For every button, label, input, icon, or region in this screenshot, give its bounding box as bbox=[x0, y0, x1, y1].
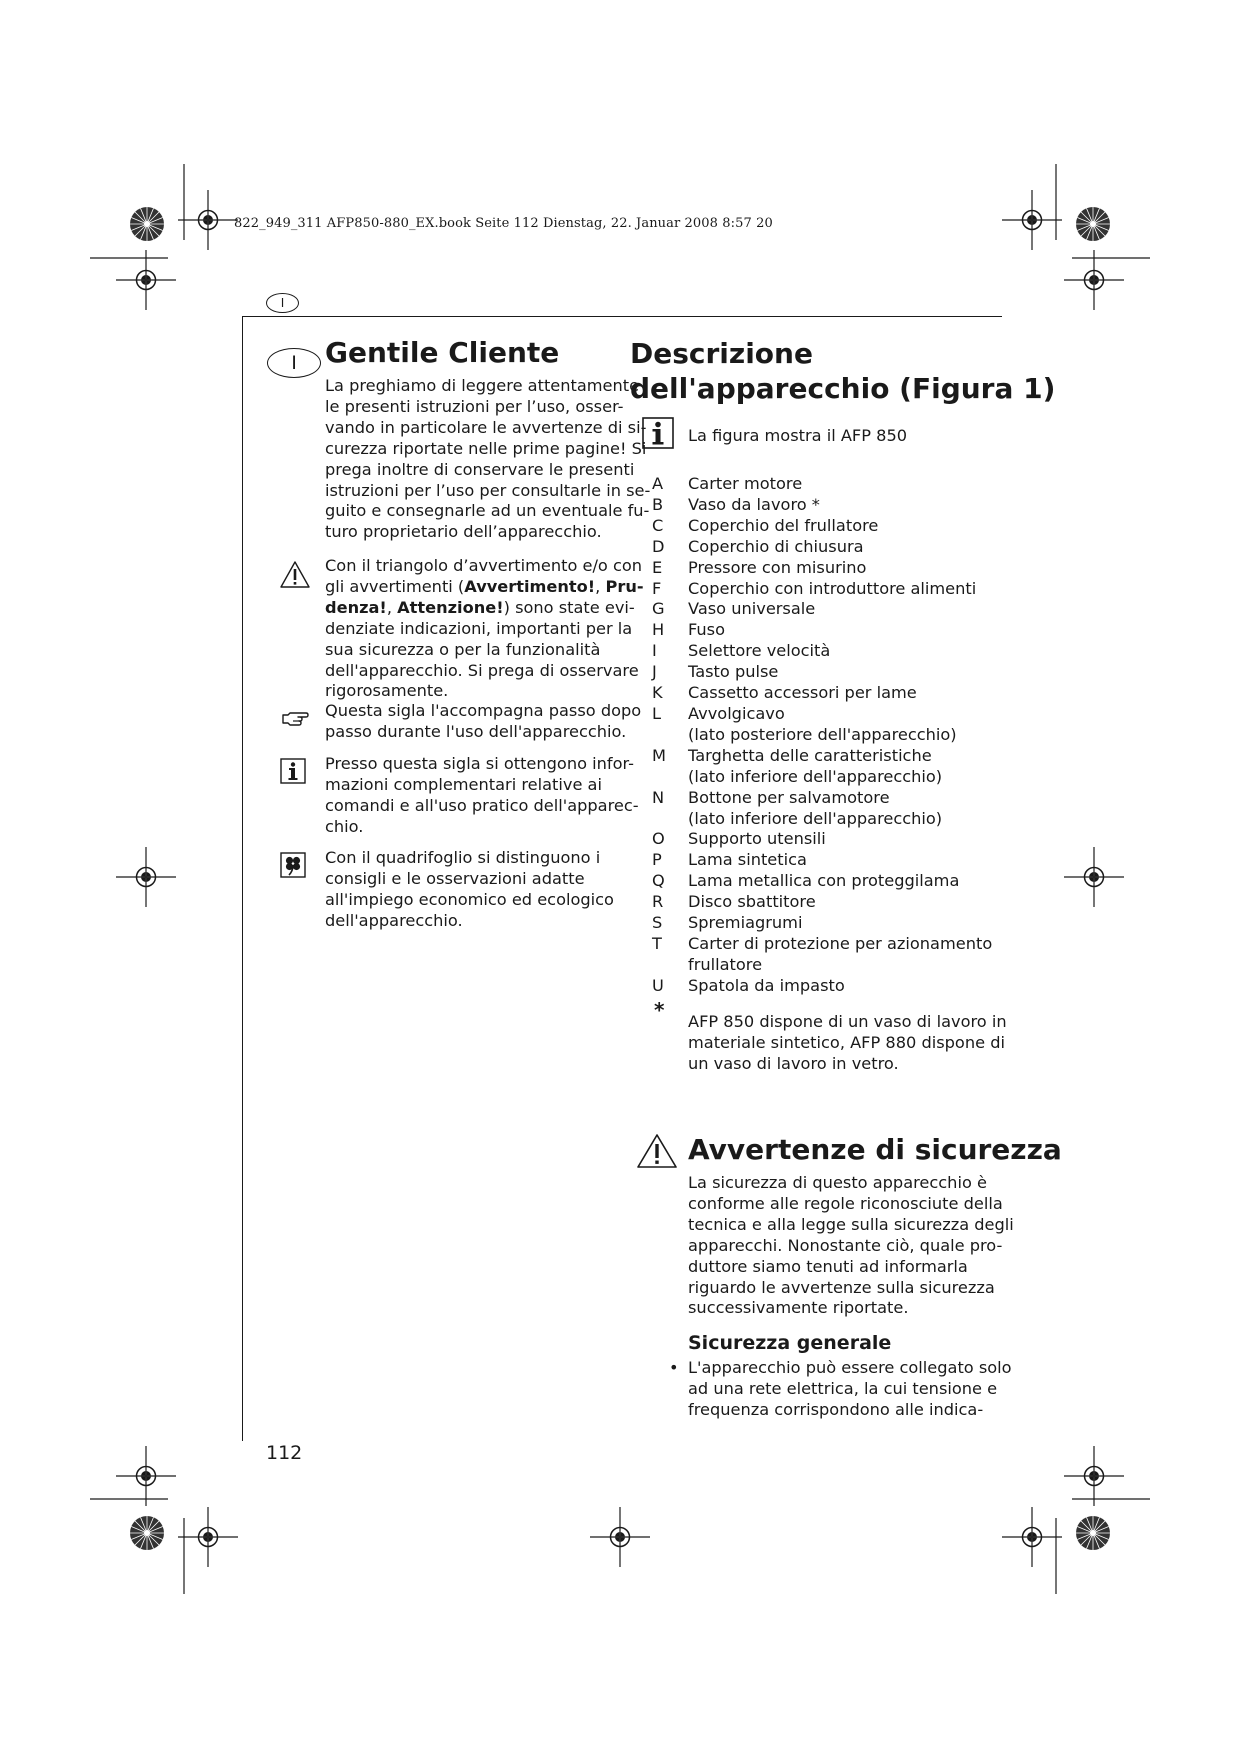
parts-list-key: O bbox=[652, 829, 665, 849]
parts-list-item bbox=[652, 704, 982, 746]
warning-term-avvertimento: Avvertimento! bbox=[464, 576, 596, 596]
parts-list-label: Carter motore bbox=[688, 474, 803, 493]
warning-separator: , bbox=[595, 576, 606, 596]
step-paragraph: Questa sigla l'accompagna passo dopo passo durante l'uso dell'apparecchio. bbox=[325, 701, 642, 741]
parts-list-item bbox=[652, 788, 982, 830]
eco-paragraph: Con il quadrifoglio si distinguono i consigli e le osservazioni adatte all'impiego economico ed ecologico dell'apparecchio. bbox=[325, 848, 614, 930]
figure-note: La figura mostra il AFP 850 bbox=[688, 426, 908, 445]
intro-paragraph: La preghiamo di leggere attentamente le presenti istruzioni per l’uso, osser- vando in particolare le avvertenze di si- curezza riportate nelle prime pagine! Si prega inoltre di conservare le presenti istruzioni per l’uso per consultarle in se- guito e consegnarle ad un eventuale fu- turo proprietario dell’apparecchio. bbox=[325, 376, 651, 542]
descrizione-heading-line1: Descrizione bbox=[630, 337, 813, 370]
parts-list-key: T bbox=[652, 933, 662, 953]
warning-separator: , bbox=[386, 597, 398, 617]
parts-list-label: Lama sintetica bbox=[688, 850, 807, 870]
parts-list-key: P bbox=[652, 850, 662, 870]
warning-term-attenzione: Attenzione! bbox=[397, 597, 504, 617]
info-paragraph: Presso questa sigla si ottengono infor- mazioni complementari relative ai comandi e all'uso pratico dell'apparec- chio. bbox=[325, 754, 639, 836]
parts-list-key: E bbox=[652, 557, 663, 577]
parts-list-label: Supporto utensili bbox=[688, 829, 826, 849]
parts-list-key: S bbox=[652, 913, 663, 933]
left-rule bbox=[242, 316, 243, 1441]
language-tab: I bbox=[266, 293, 299, 313]
parts-list-key: F bbox=[652, 578, 662, 598]
parts-list-label: Coperchio di chiusura bbox=[688, 536, 864, 556]
footnote: AFP 850 dispone di un vaso di lavoro in materiale sintetico, AFP 880 dispone di un vaso di lavoro in vetro. bbox=[688, 1012, 1007, 1073]
parts-list-item bbox=[652, 683, 982, 704]
warning-term-prudenza: Pru- denza! bbox=[325, 576, 644, 617]
parts-list bbox=[652, 474, 993, 997]
parts-list-item bbox=[652, 976, 982, 997]
parts-list-key: N bbox=[652, 787, 665, 807]
parts-list-label: Spatola da impasto bbox=[688, 975, 845, 995]
parts-list-label: Disco sbattitore bbox=[688, 892, 816, 912]
top-rule bbox=[242, 316, 1002, 317]
parts-list-key: A bbox=[652, 474, 664, 493]
parts-list-key: C bbox=[652, 515, 664, 535]
parts-list-key: K bbox=[652, 683, 663, 703]
parts-list-key: B bbox=[652, 494, 664, 514]
parts-list-label: Cassetto accessori per lame bbox=[688, 683, 917, 703]
parts-list-label: Vaso universale bbox=[688, 599, 816, 619]
parts-list-key: U bbox=[652, 975, 664, 995]
parts-list-key: R bbox=[652, 892, 664, 912]
parts-list-key: J bbox=[652, 662, 657, 682]
safety-intro: La sicurezza di questo apparecchio è conforme alle regole riconosciute della tecnica e alla legge sulla sicurezza degli apparecchi. Nonostante ciò, quale pro- duttore siamo tenuti ad informarla riguardo le avvertenze sulla sicurezza successivamente riportate. bbox=[688, 1173, 1014, 1318]
parts-list-item bbox=[652, 641, 982, 662]
parts-list-key: M bbox=[652, 745, 666, 765]
parts-list-item bbox=[652, 495, 982, 516]
parts-list-label: Tasto pulse bbox=[688, 662, 779, 682]
info-icon bbox=[280, 758, 306, 784]
bullet: • bbox=[669, 1358, 679, 1377]
parts-list-label: Lama metallica con proteggilama bbox=[688, 871, 960, 891]
parts-list-item bbox=[652, 892, 982, 913]
parts-list-item bbox=[652, 662, 982, 683]
parts-list-key: L bbox=[652, 703, 662, 723]
warning-text-end: ) sono state evi- denziate indicazioni, importanti per la sua sicurezza o per la funzionalità dell'apparecchio. Si prega di osservare rigorosamente. bbox=[325, 597, 639, 701]
parts-list-item bbox=[652, 913, 982, 934]
parts-list-label: Spremiagrumi bbox=[688, 913, 803, 933]
info-icon bbox=[642, 417, 674, 449]
parts-list-label: Selettore velocità bbox=[688, 641, 831, 661]
warning-paragraph bbox=[325, 556, 644, 702]
parts-list-key: I bbox=[652, 641, 657, 661]
parts-list-label: Bottone per salvamotore (lato inferiore dell'apparecchio) bbox=[688, 787, 943, 828]
four-leaf-clover-icon bbox=[280, 852, 306, 878]
parts-list-key: G bbox=[652, 599, 665, 619]
parts-list-item bbox=[652, 516, 982, 537]
parts-list-label: Vaso da lavoro * bbox=[688, 494, 820, 514]
parts-list-item bbox=[652, 933, 993, 976]
parts-list-item bbox=[652, 474, 982, 495]
descrizione-heading bbox=[630, 336, 1055, 406]
descrizione-heading-line2: dell'apparecchio (Figura 1) bbox=[630, 372, 1056, 405]
parts-list-label: Pressore con misurino bbox=[688, 557, 867, 577]
parts-list-label: Coperchio del frullatore bbox=[688, 515, 879, 535]
avvertenze-heading: Avvertenze di sicurezza bbox=[688, 1133, 1062, 1166]
parts-list-item bbox=[652, 599, 982, 620]
parts-list-item bbox=[652, 871, 982, 892]
parts-list-item bbox=[652, 829, 982, 850]
parts-list-key: Q bbox=[652, 871, 665, 891]
parts-list-item bbox=[652, 579, 982, 600]
page-number: 112 bbox=[266, 1442, 303, 1464]
warning-text-start: Con il triangolo d’avvertimento e/o con gli avvertimenti ( bbox=[325, 556, 643, 596]
pointing-hand-icon bbox=[281, 710, 309, 728]
parts-list-label: Avvolgicavo (lato posteriore dell'apparecchio) bbox=[688, 703, 957, 744]
parts-list-label: Fuso bbox=[688, 620, 726, 640]
parts-list-item bbox=[652, 537, 982, 558]
footnote-mark: * bbox=[654, 998, 665, 1022]
parts-list-key: H bbox=[652, 620, 665, 640]
parts-list-item bbox=[652, 746, 982, 788]
gentile-cliente-heading: Gentile Cliente bbox=[325, 336, 560, 369]
sicurezza-generale-heading: Sicurezza generale bbox=[688, 1332, 892, 1354]
parts-list-item bbox=[652, 850, 982, 871]
parts-list-label: Targhetta delle caratteristiche (lato inferiore dell'apparecchio) bbox=[688, 745, 943, 786]
general-safety-text: L'apparecchio può essere collegato solo ad una rete elettrica, la cui tensione e frequenza corrispondono alle indica- bbox=[688, 1358, 1012, 1419]
parts-list-label: Carter di protezione per azionamento frullatore bbox=[688, 933, 993, 974]
parts-list-key: D bbox=[652, 536, 665, 556]
warning-triangle-icon bbox=[279, 560, 311, 589]
warning-triangle-icon bbox=[636, 1133, 678, 1169]
language-marker: I bbox=[267, 348, 321, 378]
parts-list-item bbox=[652, 620, 982, 641]
print-header: 822_949_311 AFP850-880_EX.book Seite 112 Dienstag, 22. Januar 2008 8:57 20 bbox=[234, 216, 773, 231]
parts-list-label: Coperchio con introduttore alimenti bbox=[688, 578, 977, 598]
parts-list-item bbox=[652, 558, 982, 579]
